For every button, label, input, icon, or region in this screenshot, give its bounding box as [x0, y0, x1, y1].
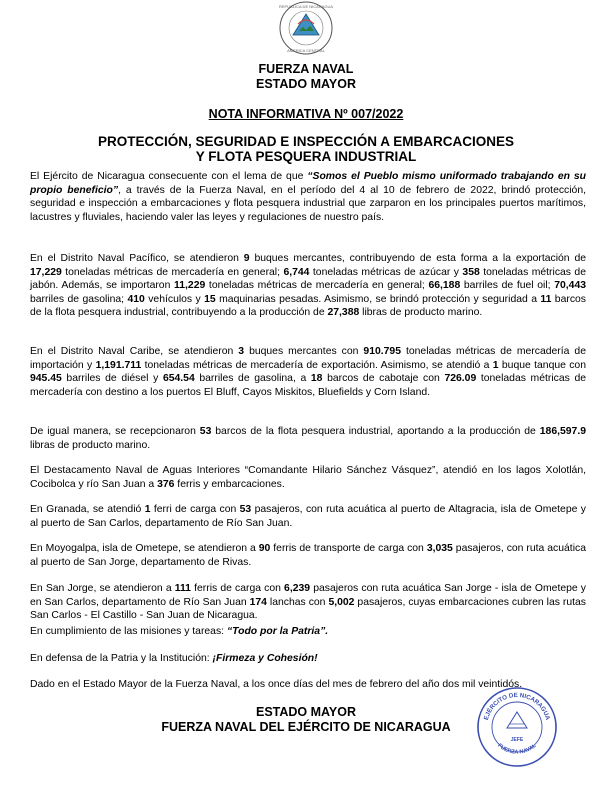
official-seal-stamp [476, 686, 558, 768]
svg-text:EJÉRCITO DE NICARAGUA: EJÉRCITO DE NICARAGUA [482, 691, 552, 722]
paragraph-mission-motto: En cumplimiento de las misiones y tareas: “Todo por la Patria”. [30, 626, 329, 637]
paragraph-inland-waters: El Destacamento Naval de Aguas Interiores “Comandante Hilario Sánchez Vásquez”, atendió en los lagos Xolotlán, Cocibolca y río San Juan a 376 ferris y embarcaciones. [30, 465, 586, 490]
document-title-line1: PROTECCIÓN, SEGURIDAD E INSPECCIÓN A EMBARCACIONES [97, 134, 515, 149]
document-title-line2: Y FLOTA PESQUERA INDUSTRIAL [195, 149, 417, 164]
svg-text:AMERICA CENTRAL: AMERICA CENTRAL [287, 48, 325, 53]
signature-line2: FUERZA NAVAL DEL EJÉRCITO DE NICARAGUA [161, 720, 451, 734]
paragraph-fishing-fleet: De igual manera, se recepcionaron 53 barcos de la flota pesquera industrial, aportando a la producción de 186,597.9 libras de producto marino. [30, 426, 586, 451]
paragraph-moyogalpa: En Moyogalpa, isla de Ometepe, se atendieron a 90 ferris de transporte de carga con 3,035 pasajeros, con ruta acuática al puerto de San Jorge, departamento de Rivas. [30, 543, 586, 568]
coat-of-arms-logo [277, 0, 335, 56]
paragraph-intro: El Ejército de Nicaragua consecuente con el lema de que “Somos el Pueblo mismo uniformado trabajando en su propio beneficio”, a través de la Fuerza Naval, en el período del 4 al 10 de febrero de 2022, brindó protección, seguridad e inspección a embarcaciones y flota pesquera industrial que zarparon en los principales puertos marítimos, lacustres y fluviales, haciendo valer las leyes y regulaciones de nuestro país. [30, 171, 586, 223]
org-name: FUERZA NAVAL [258, 62, 354, 76]
paragraph-san-jorge: En San Jorge, se atendieron a 111 ferris de carga con 6,239 pasajeros con ruta acuática San Jorge - isla de Ometepe y en San Carlos, departamento de Río San Juan 174 lanchas con 5,002 pasajeros, cuyas embarcaciones cubren las rutas San Carlos - El Castillo - San Juan de Nicaragua. [30, 583, 586, 622]
department-name: ESTADO MAYOR [255, 77, 356, 91]
note-number: NOTA INFORMATIVA Nº 007/2022 [208, 107, 404, 121]
paragraph-pacific: En el Distrito Naval Pacífico, se atendieron 9 buques mercantes, contribuyendo de esta forma a la exportación de 17,229 toneladas métricas de mercadería en general; 6,744 toneladas métricas de azúcar y 358 toneladas métricas de jabón. Además, se importaron 11,229 toneladas métricas de mercadería en general; 66,188 barriles de fuel oil; 70,443 barriles de gasolina; 410 vehículos y 15 maquinarias pesadas. Asimismo, se brindó protección y seguridad a 11 barcos de la flota pesquera industrial, contribuyendo a la producción de 27,388 libras de producto marino. [30, 253, 587, 319]
paragraph-granada: En Granada, se atendió 1 ferri de carga con 53 pasajeros, con ruta acuática al puerto de Altagracia, isla de Ometepe y al puerto de San Carlos, departamento de Río San Juan. [30, 504, 586, 529]
paragraph-dated: Dado en el Estado Mayor de la Fuerza Naval, a los once días del mes de febrero del año dos mil veintidós. [30, 679, 523, 690]
paragraph-caribbean: En el Distrito Naval Caribe, se atendieron 3 buques mercantes con 910.795 toneladas métricas de mercadería de importación y 1,191.711 toneladas métricas de mercadería de exportación. Asimismo, se atendió a 1 buque tanque con 945.45 barriles de diésel y 654.54 barriles de gasolina, a 18 barcos de cabotaje con 726.09 toneladas métricas de mercadería con destino a los puertos El Bluff, Cayos Miskitos, Bluefields y Corn Island. [30, 346, 587, 398]
svg-text:JEFE: JEFE [510, 737, 524, 743]
svg-text:REPUBLICA DE NICARAGUA: REPUBLICA DE NICARAGUA [278, 4, 334, 9]
signature-line1: ESTADO MAYOR [255, 705, 356, 719]
paragraph-defense-motto: En defensa de la Patria y la Institución: ¡Firmeza y Cohesión! [30, 653, 318, 664]
svg-text:FUERZA NAVAL: FUERZA NAVAL [496, 742, 538, 756]
